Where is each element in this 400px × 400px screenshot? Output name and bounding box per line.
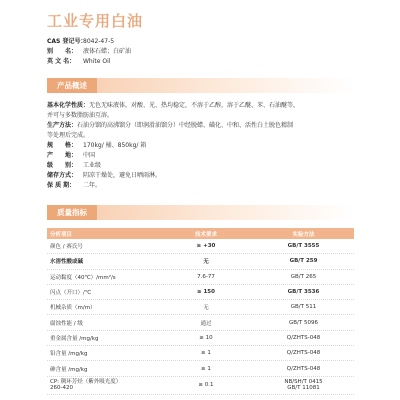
cell-item: 水溶性酸或碱 <box>50 259 84 266</box>
overview-row <box>47 171 352 181</box>
cell-method: GB/T 511 <box>290 304 317 311</box>
overview-key: 保 质 期： <box>47 182 76 189</box>
overview-key: 级 别： <box>47 162 78 169</box>
cell-item: 运动黏度（40℃）/mm²/s <box>50 274 116 281</box>
cell-method: Q/ZHTS-048 <box>286 365 321 372</box>
meta-row-alias <box>47 47 131 57</box>
overview-row <box>47 141 352 151</box>
table-row <box>47 254 354 269</box>
cell-item-line: CP: 稠环芳烃（紫外吸光度） <box>50 378 122 385</box>
meta-value: White Oil <box>83 58 111 65</box>
overview-basic <box>47 101 352 111</box>
overview-process-cont: 等处理后完成。 <box>47 132 90 139</box>
header-requirement: 技术要求 <box>194 231 217 238</box>
table-row <box>47 346 354 361</box>
cell-item: 机械杂质（m/m） <box>50 305 96 312</box>
cell-item-line: 260-420 <box>50 385 73 392</box>
product-title: 工业专用白油 <box>47 12 144 30</box>
cell-item <box>47 379 159 392</box>
cell-method: GB/T 3555 <box>287 243 320 250</box>
table-row <box>47 239 354 254</box>
cell-method: Q/ZHTS-048 <box>286 334 321 341</box>
cell-item: 闪点（开口）/℃ <box>50 290 92 297</box>
table-row <box>47 300 354 315</box>
cell-method-line: NB/SH/T 0415 <box>284 378 323 385</box>
cell-method: GB/T 265 <box>290 273 317 280</box>
overview-key: 储存方式： <box>47 172 78 179</box>
overview-row <box>47 181 352 191</box>
overview-body <box>47 101 352 191</box>
cell-requirement: 无 <box>203 259 209 266</box>
section-tag: 产品概述 <box>47 78 97 93</box>
meta-key: 英 文 名： <box>47 58 76 65</box>
meta-row-cas <box>47 37 131 47</box>
cell-requirement: ≥ 150 <box>196 289 215 296</box>
cell-item: 腐蚀性能 / 级 <box>50 320 83 327</box>
cell-method: GB/T 5096 <box>289 319 318 326</box>
overview-value: 阴凉干燥处，避免日晒雨淋。 <box>83 172 162 179</box>
overview-value: 石油分馏的高沸馏分（即润滑油馏分）中经脱蜡、磺化、中和、活性白土脱色精制 <box>77 122 294 129</box>
table-row <box>47 331 354 346</box>
header-method: 实验方法 <box>292 231 315 238</box>
cell-method: GB/T 259 <box>289 258 318 265</box>
meta-key: 别 名： <box>47 48 78 55</box>
overview-key: 基本化学性质： <box>47 102 90 109</box>
cell-requirement: ≥ 0.1 <box>198 381 214 388</box>
table-body <box>47 239 354 377</box>
cell-method: Q/ZHTS-048 <box>286 350 321 357</box>
table-row <box>47 377 354 395</box>
overview-value: 中国 <box>83 152 96 159</box>
cell-requirement: 无 <box>203 305 209 312</box>
table-row <box>47 270 354 285</box>
meta-key: CAS 登记号： <box>47 38 87 45</box>
overview-key: 规 格： <box>47 142 78 149</box>
cell-requirement: ≥ +30 <box>196 243 216 250</box>
quality-table <box>47 228 354 395</box>
meta-value: 8042-47-5 <box>83 38 115 45</box>
cell-method <box>253 379 354 392</box>
cell-method: GB/T 3536 <box>287 289 320 296</box>
table-header <box>47 228 354 239</box>
section-tag: 质量指标 <box>47 205 97 220</box>
cell-item: 砷含量 /mg/kg <box>50 366 88 373</box>
overview-row <box>47 161 352 171</box>
product-meta <box>47 37 131 67</box>
overview-process <box>47 121 352 131</box>
cell-item: 重金属含量 /mg/kg <box>50 335 99 342</box>
cell-item: 铅含量 /mg/kg <box>50 351 88 358</box>
table-row <box>47 361 354 376</box>
overview-value: 170kg/ 桶、850kg/ 箱 <box>83 142 147 149</box>
overview-key: 生产方法： <box>47 122 78 129</box>
overview-value: 工业级 <box>83 162 102 169</box>
cell-requirement: 7.6-77 <box>197 273 215 280</box>
table-row <box>47 315 354 330</box>
table-row <box>47 285 354 300</box>
overview-value: 二年。 <box>83 182 102 189</box>
cell-requirement: 通过 <box>200 320 212 327</box>
header-item: 分析项目 <box>50 231 73 238</box>
cell-requirement: ≥ 1 <box>201 350 211 357</box>
section-header-quality <box>47 205 354 220</box>
section-header-overview <box>47 78 354 93</box>
cell-requirement: ≥ 1 <box>201 365 211 372</box>
overview-basic-cont: 并可与多数脂肪油互溶。 <box>47 112 114 119</box>
cell-item: 颜色 / 赛氏号 <box>50 244 83 251</box>
cell-requirement: ≥ 10 <box>199 334 213 341</box>
overview-key: 产 地： <box>47 152 78 159</box>
overview-value: 无色无味液体，对酸、光、热均稳定，不溶于乙醇，溶于乙醚、苯、石油醚等， <box>89 102 300 109</box>
meta-row-english <box>47 57 131 67</box>
cell-method-line: GB/T 11081 <box>287 385 320 392</box>
overview-row <box>47 151 352 161</box>
meta-value: 液体石蜡；白矿油 <box>83 48 132 55</box>
